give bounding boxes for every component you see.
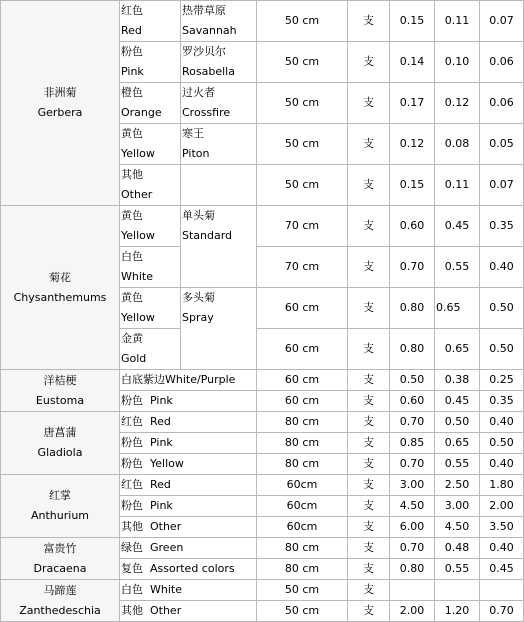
variety-cell — [181, 124, 257, 165]
group-name-cn: 红掌 — [49, 489, 71, 502]
length-cell: 80 cm — [257, 538, 348, 559]
color-cell — [120, 165, 181, 206]
group-name-cn: 菊花 — [49, 270, 71, 284]
description-cell: 粉色 Pink — [120, 433, 257, 454]
unit-cell: 支 — [348, 454, 390, 475]
price-2-cell: 0.65 — [435, 288, 480, 329]
length-cell: 60 cm — [257, 288, 348, 329]
group-name-en: Zanthedeschia — [19, 603, 101, 617]
color-en: Pink — [121, 65, 144, 78]
length-cell: 80 cm — [257, 454, 348, 475]
price-1-cell: 0.12 — [390, 124, 435, 165]
price-1-cell: 0.60 — [390, 206, 435, 247]
unit-cell: 支 — [348, 165, 390, 206]
color-cn: 橙色 — [121, 86, 143, 99]
unit-cell: 支 — [348, 247, 390, 288]
color-cn: 黄色 — [121, 291, 143, 304]
length-cell: 50 cm — [257, 580, 348, 601]
price-3-cell: 0.07 — [480, 165, 524, 206]
group-name-en: Chysanthemums — [13, 290, 107, 304]
group-name-cn: 非洲菊 — [43, 86, 77, 99]
price-2-cell: 0.08 — [435, 124, 480, 165]
group-name-en: Eustoma — [35, 393, 85, 407]
price-3-cell: 0.70 — [480, 601, 524, 622]
description-cell: 绿色 Green — [120, 538, 257, 559]
price-3-cell: 0.35 — [480, 206, 524, 247]
unit-cell: 支 — [348, 475, 390, 496]
unit-cell: 支 — [348, 538, 390, 559]
price-3-cell: 0.50 — [480, 288, 524, 329]
description-cell: 其他 Other — [120, 601, 257, 622]
variety-cell — [181, 83, 257, 124]
price-1-cell: 0.70 — [390, 247, 435, 288]
length-cell: 50 cm — [257, 601, 348, 622]
price-3-cell: 0.50 — [480, 433, 524, 454]
price-1-cell: 0.80 — [390, 559, 435, 580]
group-name-en: Gladiola — [37, 446, 83, 459]
price-3-cell: 0.50 — [480, 329, 524, 370]
price-1-cell: 0.70 — [390, 538, 435, 559]
description-cell: 红色 Red — [120, 412, 257, 433]
length-cell: 70 cm — [257, 247, 348, 288]
group-name-en: Anthurium — [30, 509, 90, 522]
length-cell: 60 cm — [257, 370, 348, 391]
variety-cell — [181, 42, 257, 83]
price-1-cell: 4.50 — [390, 496, 435, 517]
table-row — [1, 370, 524, 391]
price-3-cell: 3.50 — [480, 517, 524, 538]
length-cell: 80 cm — [257, 412, 348, 433]
variety-cn: 过火者 — [182, 86, 215, 99]
unit-cell: 支 — [348, 559, 390, 580]
color-cn: 红色 — [121, 4, 143, 17]
table-row — [1, 1, 524, 42]
length-cell: 50 cm — [257, 83, 348, 124]
price-2-cell: 0.55 — [435, 454, 480, 475]
length-cell: 70 cm — [257, 206, 348, 247]
unit-cell: 支 — [348, 124, 390, 165]
unit-cell: 支 — [348, 1, 390, 42]
group-cell-zanthedeschia — [1, 580, 120, 622]
price-1-cell: 0.85 — [390, 433, 435, 454]
unit-cell: 支 — [348, 496, 390, 517]
color-cn: 黄色 — [121, 209, 143, 222]
color-cn: 金黄 — [121, 332, 143, 345]
price-2-cell: 0.45 — [435, 391, 480, 412]
price-3-cell: 2.00 — [480, 496, 524, 517]
price-1-cell: 2.00 — [390, 601, 435, 622]
variety-cn: 热带草原 — [182, 4, 226, 17]
price-1-cell: 3.00 — [390, 475, 435, 496]
table-row — [1, 412, 524, 433]
variety-cn: 罗沙贝尔 — [182, 45, 226, 58]
color-cell — [120, 247, 181, 288]
variety-en: Piton — [182, 147, 210, 160]
group-cell-gerbera — [1, 1, 120, 206]
price-2-cell: 1.20 — [435, 601, 480, 622]
length-cell: 60cm — [257, 517, 348, 538]
description-cell: 复色 Assorted colors — [120, 559, 257, 580]
price-2-cell: 0.11 — [435, 1, 480, 42]
length-cell: 50 cm — [257, 165, 348, 206]
length-cell: 80 cm — [257, 559, 348, 580]
variety-en: Crossfire — [182, 106, 231, 119]
price-2-cell: 0.11 — [435, 165, 480, 206]
table-row — [1, 206, 524, 247]
color-en: Yellow — [121, 147, 155, 160]
price-1-cell: 0.70 — [390, 412, 435, 433]
variety-cell — [181, 165, 257, 206]
price-2-cell: 0.48 — [435, 538, 480, 559]
price-3-cell: 0.40 — [480, 538, 524, 559]
variety-cell — [181, 288, 257, 370]
variety-cn: 多头菊 — [182, 291, 215, 304]
length-cell: 50 cm — [257, 42, 348, 83]
price-3-cell: 0.35 — [480, 391, 524, 412]
price-1-cell: 0.14 — [390, 42, 435, 83]
price-3-cell: 0.07 — [480, 1, 524, 42]
unit-cell: 支 — [348, 329, 390, 370]
price-1-cell: 0.70 — [390, 454, 435, 475]
price-1-cell: 0.80 — [390, 329, 435, 370]
color-cell — [120, 1, 181, 42]
price-2-cell: 0.50 — [435, 412, 480, 433]
price-3-cell: 0.40 — [480, 454, 524, 475]
variety-en: Savannah — [182, 24, 237, 37]
price-3-cell: 0.40 — [480, 247, 524, 288]
unit-cell: 支 — [348, 412, 390, 433]
price-2-cell: 0.55 — [435, 559, 480, 580]
price-3-cell: 0.25 — [480, 370, 524, 391]
variety-en: Rosabella — [182, 65, 235, 78]
unit-cell: 支 — [348, 517, 390, 538]
price-3-cell: 0.06 — [480, 83, 524, 124]
group-name-cn: 马蹄莲 — [43, 583, 77, 597]
description-cell: 粉色 Yellow — [120, 454, 257, 475]
price-2-cell: 0.65 — [435, 329, 480, 370]
description-cell: 白色 White — [120, 580, 257, 601]
color-en: Yellow — [121, 311, 155, 324]
color-cell — [120, 329, 181, 370]
price-1-cell — [390, 580, 435, 601]
group-cell-dracaena — [1, 538, 120, 580]
length-cell: 80 cm — [257, 433, 348, 454]
variety-cn: 单头菊 — [182, 209, 215, 222]
description-cell: 粉色 Pink — [120, 391, 257, 412]
price-1-cell: 0.15 — [390, 1, 435, 42]
group-name-en: Dracaena — [33, 561, 87, 575]
price-3-cell: 0.06 — [480, 42, 524, 83]
color-cn: 黄色 — [121, 127, 143, 140]
unit-cell: 支 — [348, 433, 390, 454]
color-en: White — [121, 270, 153, 283]
group-name-cn: 唐菖蒲 — [43, 426, 77, 439]
color-cn: 其他 — [121, 168, 143, 181]
group-name-cn: 洋桔梗 — [43, 373, 77, 387]
variety-cell — [181, 1, 257, 42]
price-2-cell: 3.00 — [435, 496, 480, 517]
color-cell — [120, 206, 181, 247]
price-3-cell: 0.45 — [480, 559, 524, 580]
description-cell: 白底紫边White/Purple — [120, 370, 257, 391]
price-2-cell: 0.65 — [435, 433, 480, 454]
table-row — [1, 538, 524, 559]
price-3-cell — [480, 580, 524, 601]
length-cell: 60 cm — [257, 391, 348, 412]
unit-cell: 支 — [348, 42, 390, 83]
unit-cell: 支 — [348, 391, 390, 412]
color-cn: 白色 — [121, 250, 143, 263]
unit-cell: 支 — [348, 580, 390, 601]
unit-cell: 支 — [348, 206, 390, 247]
color-cell — [120, 288, 181, 329]
group-cell-eustoma — [1, 370, 120, 412]
price-1-cell: 0.50 — [390, 370, 435, 391]
variety-en: Spray — [182, 311, 214, 324]
group-name-en: Gerbera — [37, 106, 83, 119]
unit-cell: 支 — [348, 601, 390, 622]
price-3-cell: 1.80 — [480, 475, 524, 496]
unit-cell: 支 — [348, 370, 390, 391]
price-2-cell — [435, 580, 480, 601]
color-cell — [120, 124, 181, 165]
price-1-cell: 6.00 — [390, 517, 435, 538]
color-en: Other — [121, 188, 153, 201]
price-2-cell: 0.38 — [435, 370, 480, 391]
length-cell: 60cm — [257, 496, 348, 517]
color-cn: 粉色 — [121, 45, 143, 58]
table-row — [1, 580, 524, 601]
group-cell-gladiola — [1, 412, 120, 475]
length-cell: 50 cm — [257, 1, 348, 42]
price-1-cell: 0.80 — [390, 288, 435, 329]
price-1-cell: 0.60 — [390, 391, 435, 412]
color-cell — [120, 42, 181, 83]
group-name-cn: 富贵竹 — [43, 541, 77, 555]
color-en: Red — [121, 24, 142, 37]
price-3-cell: 0.05 — [480, 124, 524, 165]
price-2-cell: 0.12 — [435, 83, 480, 124]
color-en: Orange — [121, 106, 162, 119]
description-cell: 红色 Red — [120, 475, 257, 496]
price-1-cell: 0.17 — [390, 83, 435, 124]
length-cell: 60cm — [257, 475, 348, 496]
description-cell: 其他 Other — [120, 517, 257, 538]
description-cell: 粉色 Pink — [120, 496, 257, 517]
unit-cell: 支 — [348, 288, 390, 329]
price-2-cell: 4.50 — [435, 517, 480, 538]
group-cell-chrysanthemum — [1, 206, 120, 370]
price-2-cell: 0.55 — [435, 247, 480, 288]
length-cell: 50 cm — [257, 124, 348, 165]
price-3-cell: 0.40 — [480, 412, 524, 433]
color-cell — [120, 83, 181, 124]
unit-cell: 支 — [348, 83, 390, 124]
price-2-cell: 2.50 — [435, 475, 480, 496]
price-2-cell: 0.10 — [435, 42, 480, 83]
group-cell-anthurium — [1, 475, 120, 538]
color-en: Gold — [121, 352, 147, 365]
table-row — [1, 475, 524, 496]
price-2-cell: 0.45 — [435, 206, 480, 247]
variety-en: Standard — [182, 229, 233, 242]
variety-cn: 寒王 — [182, 127, 204, 140]
color-en: Yellow — [121, 229, 155, 242]
price-1-cell: 0.15 — [390, 165, 435, 206]
variety-cell — [181, 206, 257, 288]
length-cell: 60 cm — [257, 329, 348, 370]
